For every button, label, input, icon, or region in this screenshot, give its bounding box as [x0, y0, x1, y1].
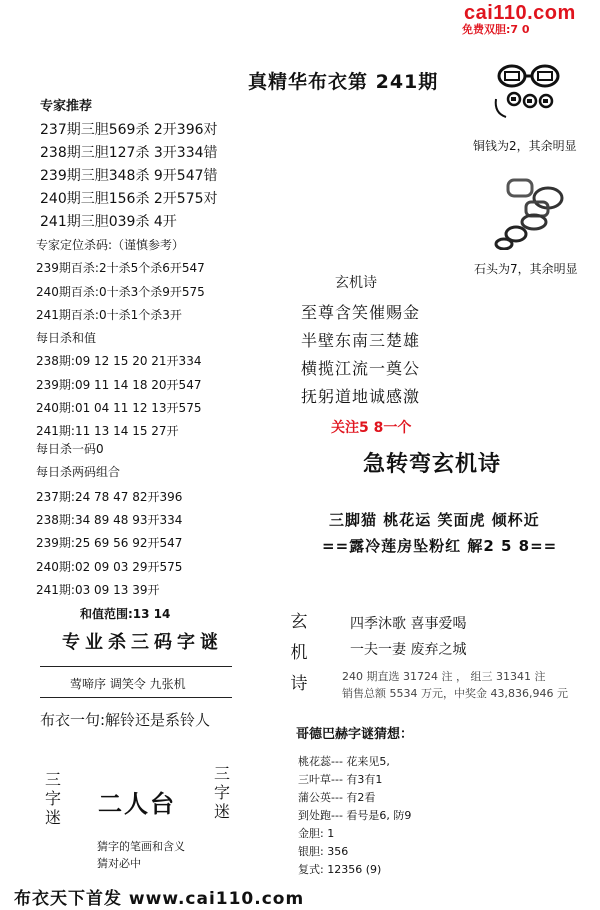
- focus-text: 关注5 8一个: [331, 420, 412, 436]
- two-code-row: 237期:24 78 47 82开396: [36, 490, 183, 504]
- poem-line: 至尊含笑催赐金: [301, 303, 421, 322]
- position-kill-row: 239期百杀:2十杀5个杀6开547: [36, 261, 205, 275]
- riddle-hint: 猜对必中: [97, 857, 141, 870]
- position-kill-row: 241期百杀:0十杀1个杀3开: [36, 308, 182, 322]
- riddle-right-label: 三字迷: [213, 764, 230, 821]
- sum-range: 和值范围:13 14: [80, 607, 171, 621]
- poem-line: 横揽江流一奠公: [301, 359, 421, 378]
- poem-heading: 玄机诗: [335, 275, 377, 291]
- goethe-row: 银胆: 356: [298, 845, 349, 858]
- stones-caption: 石头为7，其余明显: [474, 262, 578, 276]
- riddle-hint: 猜字的笔画和含义: [97, 840, 185, 853]
- one-code-kill: 每日杀一码0: [36, 442, 104, 456]
- coins-caption: 铜钱为2，其余明显: [473, 139, 577, 153]
- stones-illustration: [492, 176, 572, 250]
- two-code-row: 240期:02 09 03 29开575: [36, 560, 183, 574]
- goethe-heading: 哥德巴赫字谜猜想：: [296, 727, 414, 742]
- sum-kill-row: 241期:11 13 14 15 27开: [36, 424, 179, 438]
- two-code-row: 238期:34 89 48 93开334: [36, 513, 183, 527]
- xjs-line: 一夫一妻 废弃之城: [350, 642, 467, 658]
- xjs-vertical-label: 玄机诗: [290, 612, 308, 694]
- sum-kill-heading: 每日杀和值: [36, 331, 97, 345]
- expert-row: 240期三胆156杀 2开575对: [40, 191, 218, 207]
- page-title: 真精华布衣第 241期: [248, 71, 439, 93]
- poem-line: 半壁东南三楚雄: [301, 331, 421, 350]
- expert-row: 238期三胆127杀 3开334错: [40, 145, 218, 161]
- goethe-row: 三叶草--- 有3有1: [298, 773, 383, 786]
- riddle-left-label: 三字迷: [44, 770, 61, 827]
- expert-row: 239期三胆348杀 9开547错: [40, 168, 218, 184]
- divider: [40, 697, 232, 698]
- goethe-row: 蒲公英--- 有2看: [298, 791, 376, 804]
- riddle-poem-title: 急转弯玄机诗: [363, 452, 502, 477]
- free-pick-text: 免费双胆:7 0: [462, 23, 530, 36]
- riddle-poem-words: 三脚猫 桃花运 笑面虎 倾杯近: [329, 511, 540, 529]
- goethe-row: 金胆: 1: [298, 827, 335, 840]
- coins-illustration: [492, 63, 568, 129]
- footer-text: 布衣天下首发 www.cai110.com: [14, 889, 305, 909]
- riddle-line: 莺啼序 调笑令 九张机: [70, 677, 186, 691]
- sum-kill-row: 239期:09 11 14 18 20开547: [36, 378, 202, 392]
- sum-kill-row: 240期:01 04 11 12 13开575: [36, 401, 202, 415]
- riddle-poem-decode: ==露冷莲房坠粉红 解2 5 8==: [322, 537, 558, 555]
- sales-stat: 240 期直选 31724 注 ， 组三 31341 注: [342, 670, 546, 683]
- site-logo[interactable]: cai110.com: [464, 2, 576, 24]
- poem-line: 抚躬道地诚感激: [301, 387, 421, 406]
- two-code-row: 241期:03 09 13 39开: [36, 583, 160, 597]
- xjs-line: 四季沐歌 喜事爱喝: [350, 616, 467, 632]
- expert-row: 237期三胆569杀 2开396对: [40, 122, 218, 138]
- sales-stat: 销售总额 5534 万元，中奖金 43,836,946 元: [342, 687, 568, 700]
- two-code-heading: 每日杀两码组合: [36, 465, 121, 479]
- goethe-row: 桃花蕊--- 花来见5,: [298, 755, 390, 768]
- sum-kill-row: 238期:09 12 15 20 21开334: [36, 354, 202, 368]
- position-kill-row: 240期百杀:0十杀3个杀9开575: [36, 285, 205, 299]
- two-code-row: 239期:25 69 56 92开547: [36, 536, 183, 550]
- one-sentence: 布衣一句:解铃还是系铃人: [40, 711, 211, 729]
- divider: [40, 666, 232, 667]
- position-kill-heading: 专家定位杀码:（谨慎参考）: [36, 238, 185, 252]
- expert-row: 241期三胆039杀 4开: [40, 214, 177, 230]
- expert-heading: 专家推荐: [40, 99, 93, 114]
- riddle-center: 二人台: [98, 790, 176, 818]
- riddle-heading: 专业杀三码字谜: [62, 632, 223, 653]
- goethe-row: 到处跑--- 看号是6, 防9: [298, 809, 412, 822]
- goethe-row: 复式: 12356 (9): [298, 863, 382, 876]
